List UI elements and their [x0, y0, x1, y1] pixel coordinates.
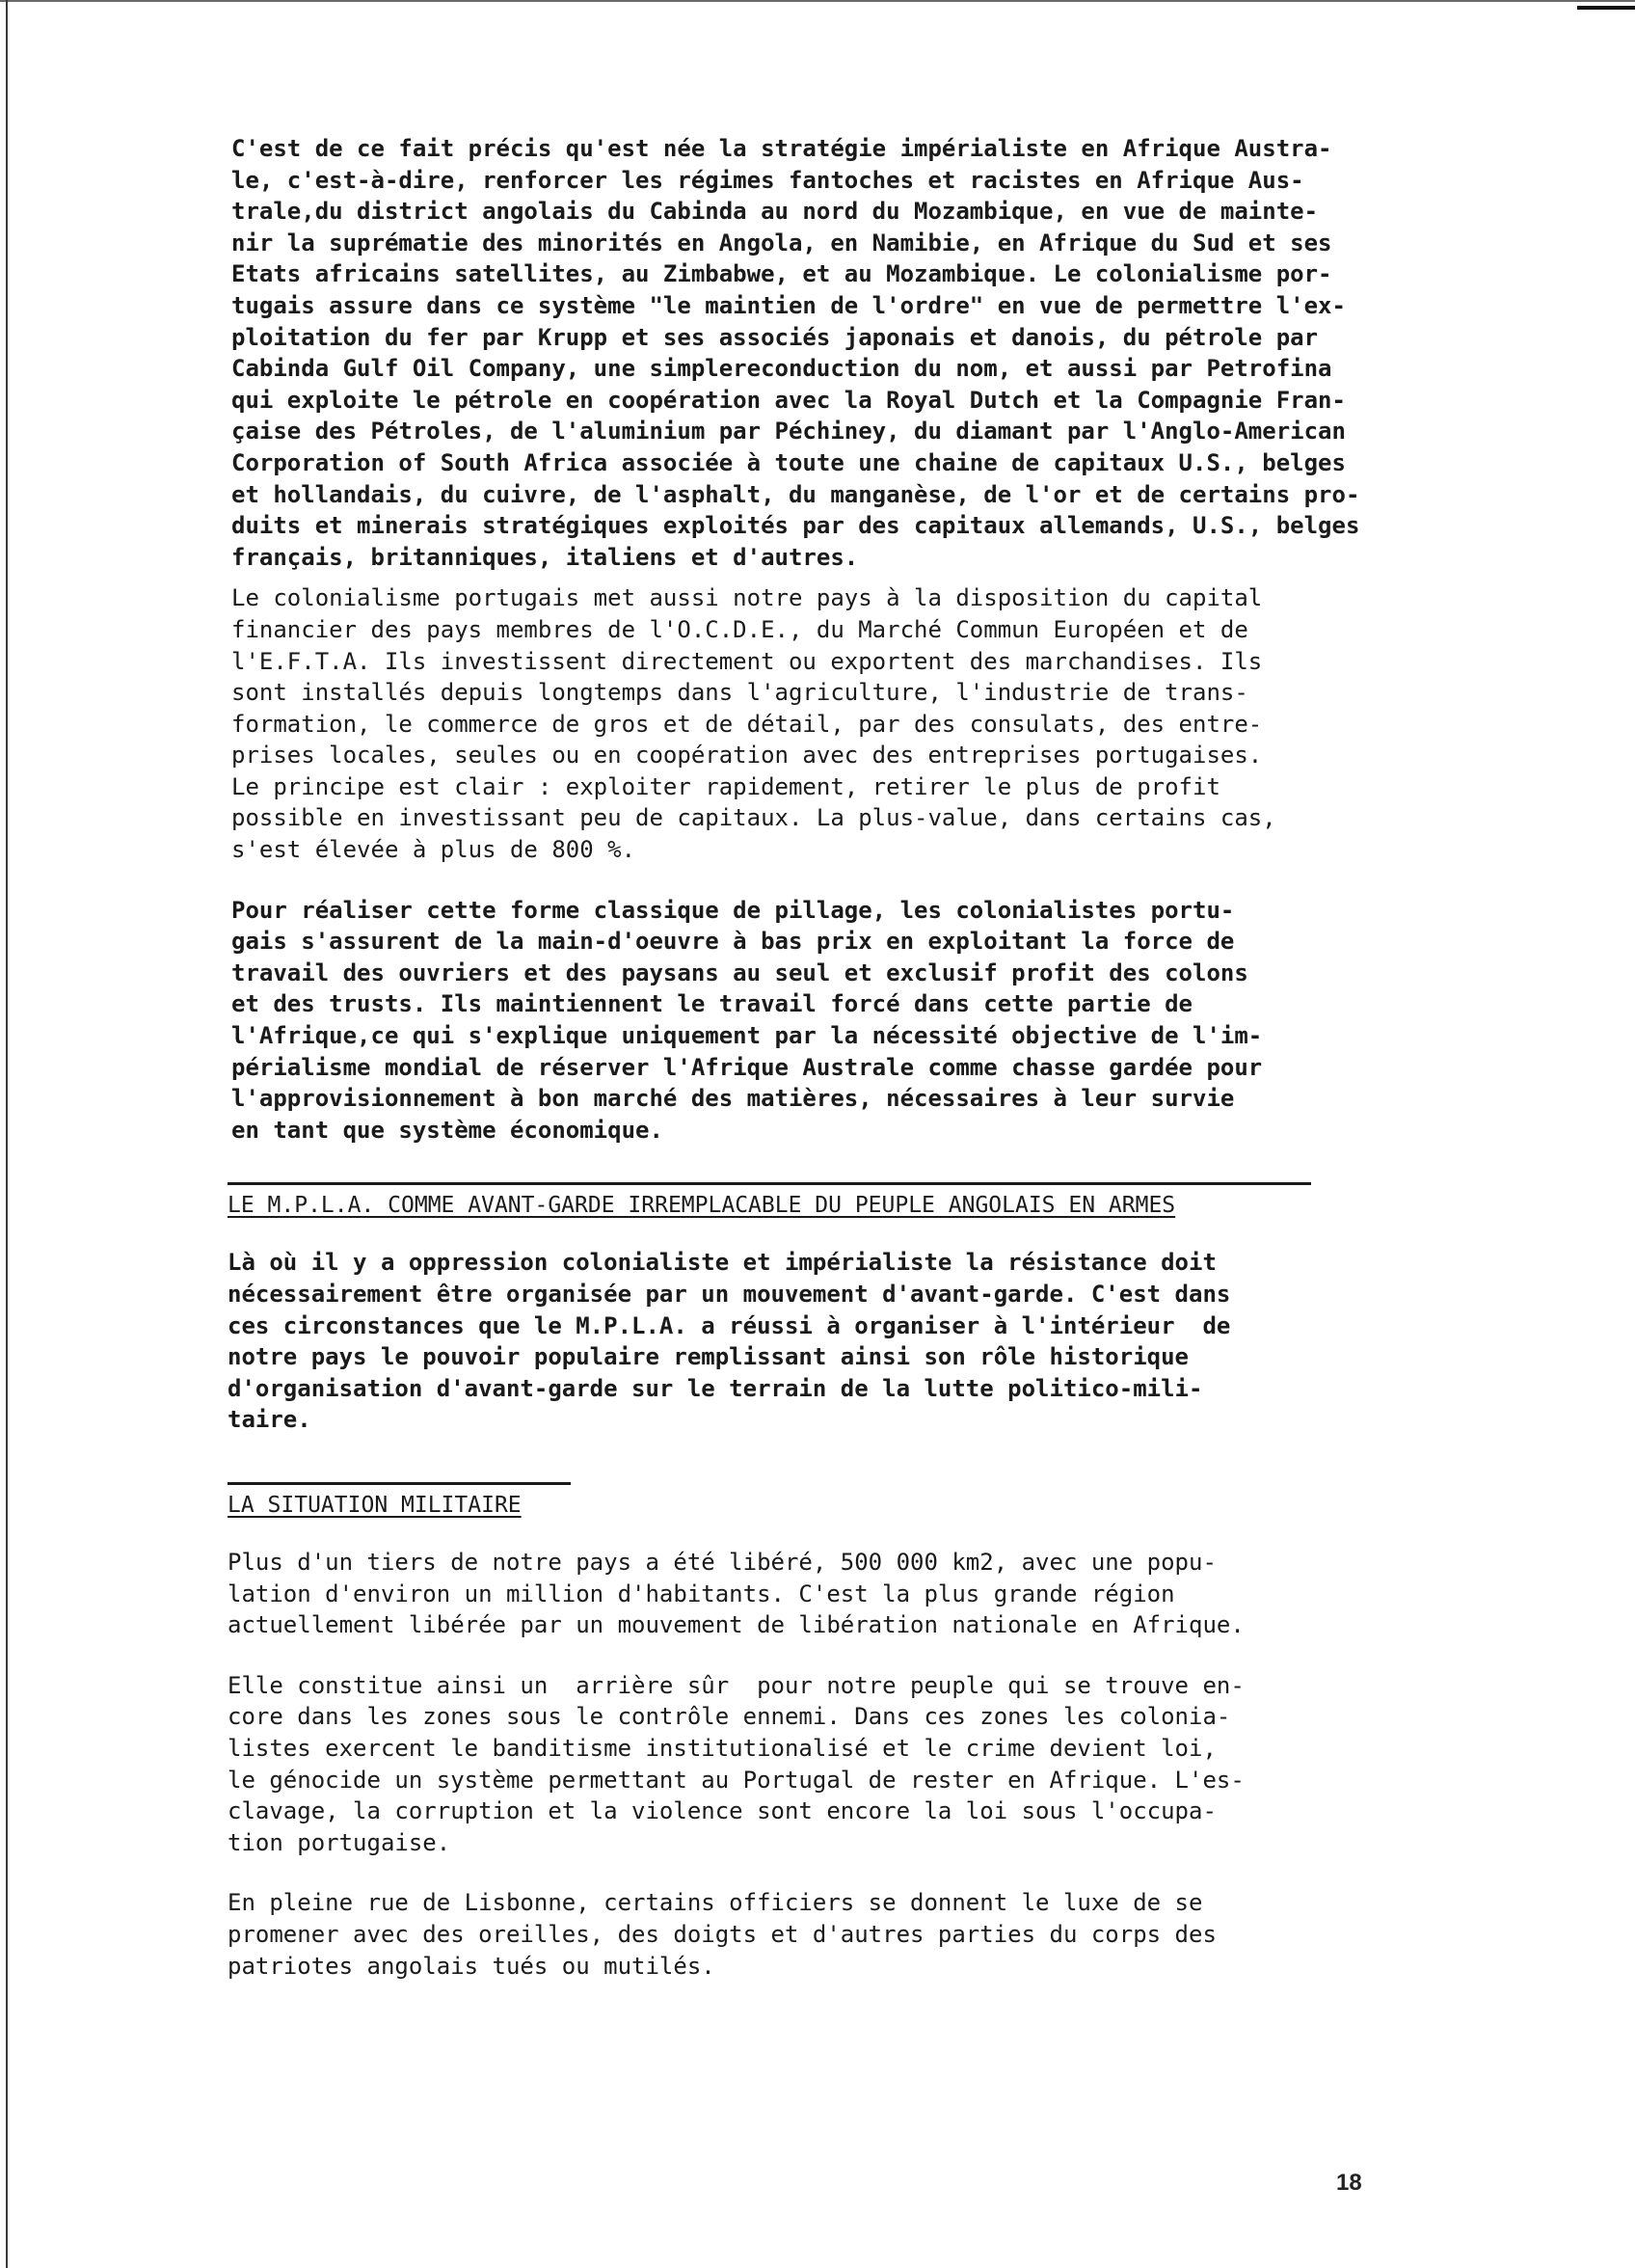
text-line: l'Afrique,ce qui s'explique uniquement par la nécessité objective de l'im-: [231, 1022, 1263, 1050]
text-line: Etats africains satellites, au Zimbabwe, et au Mozambique. Le colonialisme por-: [231, 260, 1332, 288]
document-body: [228, 133, 1471, 1982]
text-line: çaise des Pétroles, de l'aluminium par Péchiney, du diamant par l'Anglo-American: [231, 418, 1346, 446]
paragraph-territoire-libere: [228, 1547, 1471, 1641]
paragraph-avant-garde: [228, 1247, 1471, 1436]
text-line: notre pays le pouvoir populaire remplissant ainsi son rôle historique: [228, 1343, 1189, 1371]
text-line: prises locales, seules ou en coopération avec des entreprises portugaises.: [231, 742, 1263, 770]
text-line: listes exercent le banditisme institutionalisé et le crime devient loi,: [228, 1734, 1217, 1762]
text-line: s'est élevée à plus de 800 %.: [231, 836, 636, 864]
text-line: Le principe est clair : exploiter rapidement, retirer le plus de profit: [231, 772, 1220, 800]
text-line: En pleine rue de Lisbonne, certains officiers se donnent le luxe de se: [228, 1889, 1203, 1917]
text-line: sont installés depuis longtemps dans l'agriculture, l'industrie de trans-: [231, 679, 1248, 707]
text-line: promener avec des oreilles, des doigts et d'autres parties du corps des: [228, 1920, 1217, 1948]
text-line: Elle constitue ainsi un arrière sûr pour notre peuple qui se trouve en-: [228, 1671, 1245, 1699]
paragraph-capital-financier: [231, 582, 1471, 865]
section-heading-militaire: LA SITUATION MILITAIRE: [228, 1492, 522, 1518]
text-line: Corporation of South Africa associée à toute une chaine de capitaux U.S., belges: [231, 448, 1346, 476]
text-line: Pour réaliser cette forme classique de pillage, les colonialistes portu-: [231, 896, 1235, 924]
text-line: formation, le commerce de gros et de détail, par des consulats, des entre-: [231, 710, 1263, 738]
text-line: ploitation du fer par Krupp et ses associés japonais et danois, du pétrole par: [231, 323, 1319, 351]
text-line: Là où il y a oppression colonialiste et impérialiste la résistance doit: [228, 1249, 1217, 1277]
text-line: lation d'environ un million d'habitants. C'est la plus grande région: [228, 1580, 1175, 1607]
text-line: travail des ouvriers et des paysans au seul et exclusif profit des colons: [231, 958, 1248, 986]
paragraph-lisbonne: [228, 1887, 1471, 1982]
section-heading-mpla: LE M.P.L.A. COMME AVANT-GARDE IRREMPLACABLE DU PEUPLE ANGOLAIS EN ARMES: [228, 1193, 1176, 1219]
text-line: qui exploite le pétrole en coopération avec la Royal Dutch et la Compagnie Fran-: [231, 386, 1346, 414]
text-line: français, britanniques, italiens et d'autres.: [231, 543, 859, 571]
text-line: duits et minerais stratégiques exploités par des capitaux allemands, U.S., belges: [231, 512, 1360, 540]
text-line: C'est de ce fait précis qu'est née la stratégie impérialiste en Afrique Austra-: [231, 135, 1332, 162]
section-heading-militaire-block: [228, 1482, 571, 1520]
text-line: l'E.F.T.A. Ils investissent directement ou exportent des marchandises. Ils: [231, 647, 1263, 675]
scan-edge-left: [6, 0, 8, 2268]
heading-rule: [228, 1182, 1311, 1185]
scan-edge-top: [0, 0, 1635, 2]
text-line: Plus d'un tiers de notre pays a été libéré, 500 000 km2, avec une popu-: [228, 1548, 1217, 1576]
text-line: nir la suprématie des minorités en Angola, en Namibie, en Afrique du Sud et ses: [231, 229, 1332, 256]
page-number: 18: [1336, 2170, 1362, 2196]
text-line: taire.: [228, 1406, 311, 1434]
text-line: Le colonialisme portugais met aussi notre pays à la disposition du capital: [231, 584, 1263, 612]
paragraph-arriere-sur: [228, 1670, 1471, 1859]
text-line: périalisme mondial de réserver l'Afrique Australe comme chasse gardée pour: [231, 1053, 1263, 1081]
text-line: d'organisation d'avant-garde sur le terrain de la lutte politico-mili-: [228, 1374, 1203, 1402]
text-line: trale,du district angolais du Cabinda au nord du Mozambique, en vue de mainte-: [231, 198, 1319, 226]
text-line: core dans les zones sous le contrôle ennemi. Dans ces zones les colonia-: [228, 1703, 1231, 1731]
text-line: le, c'est-à-dire, renforcer les régimes fantoches et racistes en Afrique Aus-: [231, 166, 1304, 194]
paragraph-strategie: [231, 133, 1471, 573]
text-line: tion portugaise.: [228, 1828, 451, 1856]
text-line: le génocide un système permettant au Portugal de rester en Afrique. L'es-: [228, 1766, 1245, 1794]
scan-corner-mark: [1577, 6, 1635, 10]
heading-rule: [228, 1482, 571, 1485]
text-line: clavage, la corruption et la violence sont encore la loi sous l'occupa-: [228, 1797, 1217, 1825]
text-line: l'approvisionnement à bon marché des matières, nécessaires à leur survie: [231, 1085, 1235, 1113]
text-line: actuellement libérée par un mouvement de libération nationale en Afrique.: [228, 1611, 1245, 1639]
text-line: Cabinda Gulf Oil Company, une simplereconduction du nom, et aussi par Petrofina: [231, 355, 1332, 383]
paragraph-pillage: [231, 895, 1471, 1147]
text-line: patriotes angolais tués ou mutilés.: [228, 1952, 715, 1980]
text-line: nécessairement être organisée par un mouvement d'avant-garde. C'est dans: [228, 1281, 1231, 1308]
text-line: tugais assure dans ce système "le maintien de l'ordre" en vue de permettre l'ex-: [231, 291, 1346, 319]
text-line: ces circonstances que le M.P.L.A. a réussi à organiser à l'intérieur de: [228, 1311, 1231, 1339]
text-line: gais s'assurent de la main-d'oeuvre à bas prix en exploitant la force de: [231, 928, 1235, 956]
text-line: et hollandais, du cuivre, de l'asphalt, du manganèse, de l'or et de certains pro-: [231, 480, 1360, 508]
text-line: possible en investissant peu de capitaux. La plus-value, dans certains cas,: [231, 804, 1276, 832]
text-line: et des trusts. Ils maintiennent le travail forcé dans cette partie de: [231, 990, 1193, 1018]
text-line: financier des pays membres de l'O.C.D.E., du Marché Commun Européen et de: [231, 615, 1248, 643]
text-line: en tant que système économique.: [231, 1116, 663, 1144]
section-heading-mpla-block: [228, 1182, 1311, 1220]
